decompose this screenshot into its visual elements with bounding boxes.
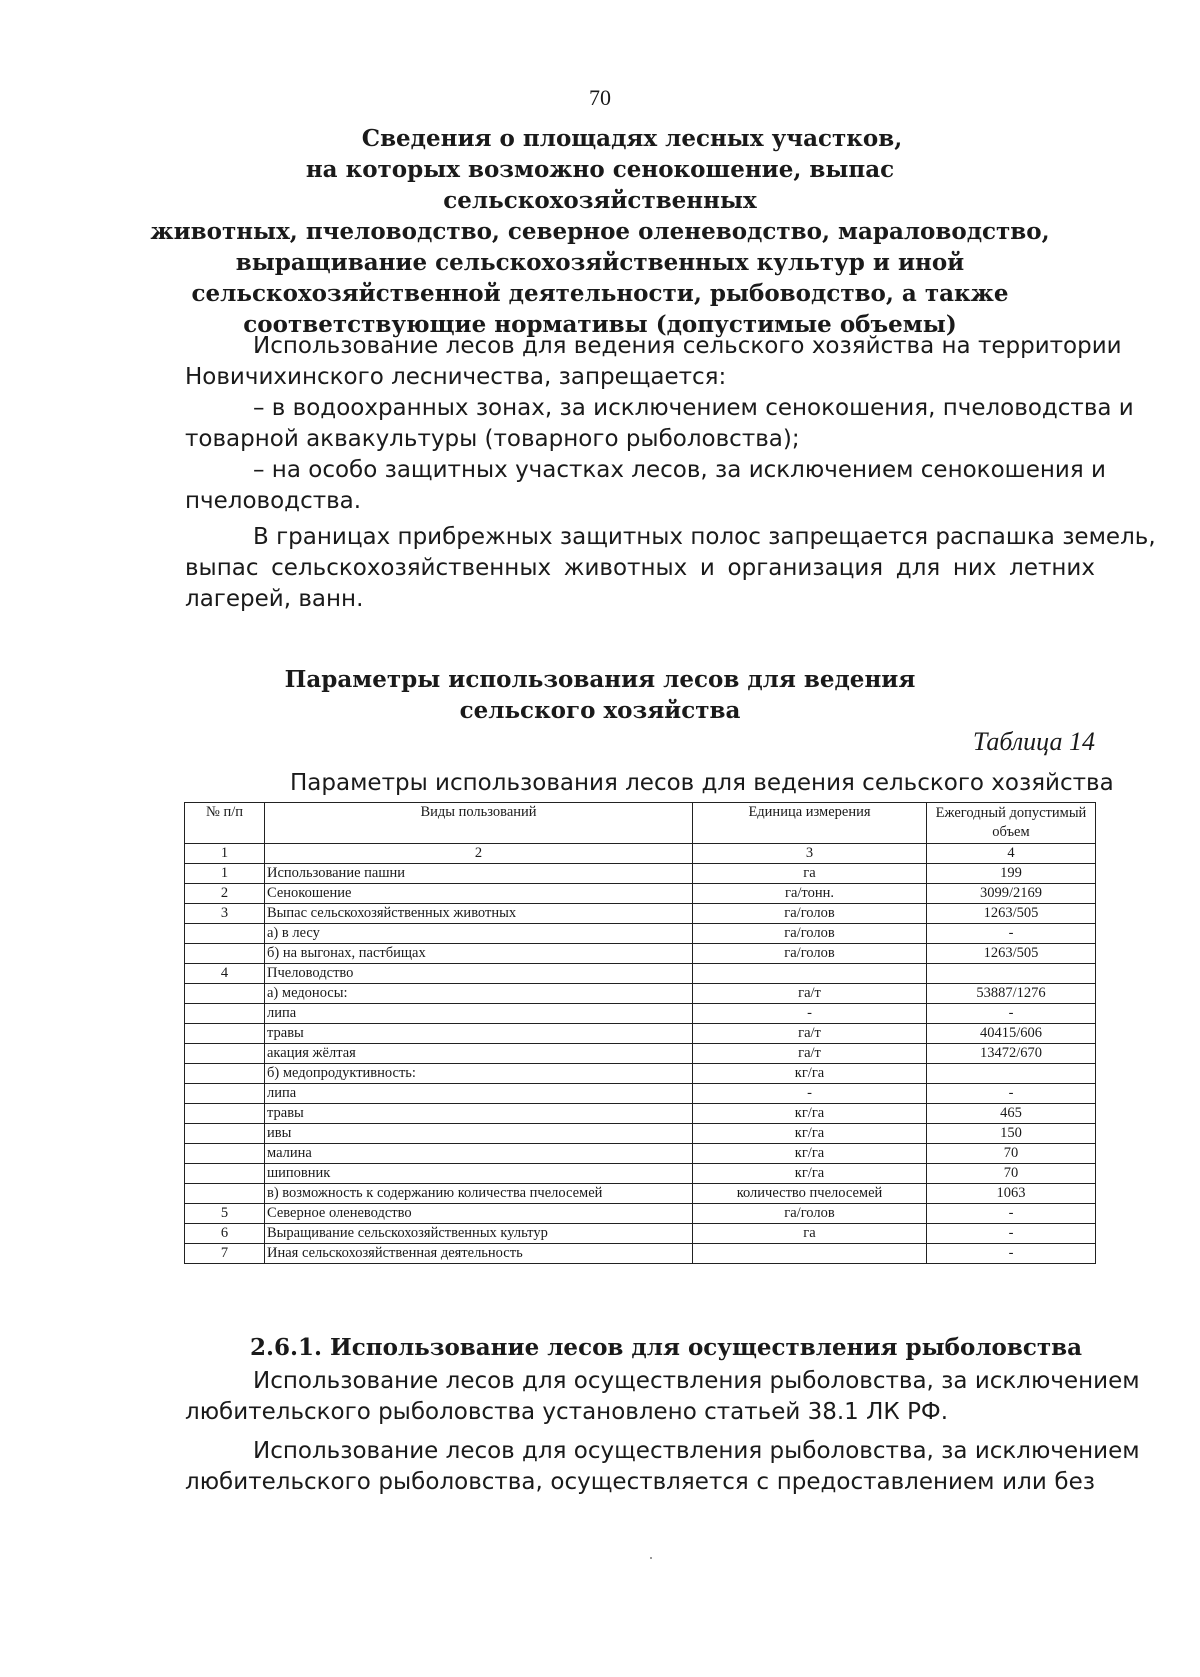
- row-volume-cell: 150: [927, 1124, 1096, 1144]
- text-line: Использование лесов для осуществления рыболовства, за исключением: [253, 1368, 1140, 1394]
- table-row: [185, 1004, 1096, 1024]
- table-row: [185, 924, 1096, 944]
- row-use-cell: в) возможность к содержанию количества пчелосемей: [265, 1184, 693, 1204]
- row-use-cell: б) медопродуктивность:: [265, 1064, 693, 1084]
- table-row: [185, 1104, 1096, 1124]
- row-unit-cell: га: [693, 864, 927, 884]
- row-number-cell: [185, 924, 265, 944]
- text-line: пчеловодства.: [185, 488, 362, 514]
- table-row: [185, 1044, 1096, 1064]
- row-volume-cell: [927, 1064, 1096, 1084]
- main-heading-line: выращивание сельскохозяйственных культур и иной: [235, 249, 965, 276]
- main-heading-line: животных, пчеловодство, северное оленеводство, мараловодство,: [150, 218, 1050, 245]
- text-line: выпас сельскохозяйственных животных и организация для них летних: [185, 555, 1095, 581]
- row-unit-cell: га/т: [693, 984, 927, 1004]
- row-volume-cell: 465: [927, 1104, 1096, 1124]
- row-use-cell: Сенокошение: [265, 884, 693, 904]
- row-number-cell: 1: [185, 864, 265, 884]
- row-use-cell: шиповник: [265, 1164, 693, 1184]
- row-number-cell: 6: [185, 1224, 265, 1244]
- row-unit-cell: га: [693, 1224, 927, 1244]
- row-volume-cell: 1063: [927, 1184, 1096, 1204]
- row-use-cell: липа: [265, 1004, 693, 1024]
- column-number-cell: 2: [265, 844, 693, 864]
- row-unit-cell: га/голов: [693, 904, 927, 924]
- table-row: [185, 1184, 1096, 1204]
- parameters-table: [184, 802, 1096, 1264]
- table-caption: Параметры использования лесов для ведения сельского хозяйства: [290, 770, 1114, 796]
- row-unit-cell: га/тонн.: [693, 884, 927, 904]
- text-line: Использование лесов для ведения сельского хозяйства на территории: [253, 333, 1122, 359]
- table-row: [185, 1124, 1096, 1144]
- text-line: любительского рыболовства установлено статьей 38.1 ЛК РФ.: [185, 1399, 949, 1425]
- row-unit-cell: -: [693, 1004, 927, 1024]
- table-row: [185, 1244, 1096, 1264]
- table-row: [185, 964, 1096, 984]
- row-unit-cell: количество пчелосемей: [693, 1184, 927, 1204]
- column-number-cell: 4: [927, 844, 1096, 864]
- scan-speck: [650, 1557, 652, 1559]
- row-use-cell: а) в лесу: [265, 924, 693, 944]
- row-unit-cell: га/т: [693, 1044, 927, 1064]
- row-use-cell: малина: [265, 1144, 693, 1164]
- row-use-cell: Использование пашни: [265, 864, 693, 884]
- row-unit-cell: кг/га: [693, 1144, 927, 1164]
- table-row: [185, 904, 1096, 924]
- closing-paragraph-article: [185, 1366, 1140, 1428]
- row-unit-cell: га/голов: [693, 944, 927, 964]
- row-use-cell: Иная сельскохозяйственная деятельность: [265, 1244, 693, 1264]
- row-number-cell: [185, 1004, 265, 1024]
- row-number-cell: 2: [185, 884, 265, 904]
- table-row: [185, 1144, 1096, 1164]
- intro-paragraph-usage: [185, 331, 1122, 393]
- row-number-cell: 5: [185, 1204, 265, 1224]
- row-number-cell: 4: [185, 964, 265, 984]
- table-row: [185, 884, 1096, 904]
- section-heading-line: Параметры использования лесов для ведения: [284, 666, 916, 693]
- row-unit-cell: [693, 1244, 927, 1264]
- row-unit-cell: кг/га: [693, 1064, 927, 1084]
- row-volume-cell: [927, 964, 1096, 984]
- row-unit-cell: -: [693, 1084, 927, 1104]
- row-volume-cell: -: [927, 1204, 1096, 1224]
- table-column-number-row: [185, 844, 1096, 864]
- row-number-cell: [185, 1044, 265, 1064]
- text-line: любительского рыболовства, осуществляется с предоставлением или без: [185, 1469, 1095, 1495]
- row-number-cell: [185, 1064, 265, 1084]
- main-heading-line: на которых возможно сенокошение, выпас сельскохозяйственных: [305, 156, 895, 214]
- main-heading: [150, 123, 1050, 340]
- row-volume-cell: 1263/505: [927, 904, 1096, 924]
- intro-paragraph-water-zones: [185, 393, 1134, 455]
- row-volume-cell: -: [927, 1004, 1096, 1024]
- row-number-cell: [185, 984, 265, 1004]
- row-volume-cell: 13472/670: [927, 1044, 1096, 1064]
- text-line: – в водоохранных зонах, за исключением сенокошения, пчеловодства и: [253, 395, 1134, 421]
- table-label: Таблица 14: [972, 727, 1095, 756]
- text-line: – на особо защитных участках лесов, за исключением сенокошения и: [253, 457, 1106, 483]
- table-row: [185, 1064, 1096, 1084]
- row-volume-cell: 40415/606: [927, 1024, 1096, 1044]
- row-volume-cell: -: [927, 1084, 1096, 1104]
- row-volume-cell: 70: [927, 1164, 1096, 1184]
- row-volume-cell: 199: [927, 864, 1096, 884]
- row-number-cell: [185, 1164, 265, 1184]
- row-volume-cell: -: [927, 924, 1096, 944]
- table-row: [185, 1024, 1096, 1044]
- column-number-cell: 1: [185, 844, 265, 864]
- row-use-cell: Выпас сельскохозяйственных животных: [265, 904, 693, 924]
- text-line: В границах прибрежных защитных полос запрещается распашка земель,: [253, 524, 1156, 550]
- header-cell-number: № п/п: [185, 803, 265, 844]
- header-cell-volume: Ежегодный допустимый объем: [927, 803, 1096, 844]
- row-volume-cell: 53887/1276: [927, 984, 1096, 1004]
- row-use-cell: липа: [265, 1084, 693, 1104]
- row-volume-cell: -: [927, 1244, 1096, 1264]
- main-heading-line: сельскохозяйственной деятельности, рыбоводство, а также: [191, 280, 1009, 307]
- table-row: [185, 984, 1096, 1004]
- intro-paragraph-coastal-strips: [185, 522, 1156, 615]
- row-unit-cell: кг/га: [693, 1124, 927, 1144]
- subsection-heading: 2.6.1. Использование лесов для осуществления рыболовства: [250, 1334, 1083, 1361]
- row-use-cell: Пчеловодство: [265, 964, 693, 984]
- row-use-cell: ивы: [265, 1124, 693, 1144]
- row-use-cell: а) медоносы:: [265, 984, 693, 1004]
- table-row: [185, 944, 1096, 964]
- row-number-cell: [185, 1084, 265, 1104]
- header-cell-use: Виды пользований: [265, 803, 693, 844]
- column-number-cell: 3: [693, 844, 927, 864]
- closing-paragraph-provision: [185, 1436, 1140, 1498]
- row-number-cell: [185, 1024, 265, 1044]
- text-line: товарной аквакультуры (товарного рыболовства);: [185, 426, 800, 452]
- row-use-cell: Северное оленеводство: [265, 1204, 693, 1224]
- text-line: Использование лесов для осуществления рыболовства, за исключением: [253, 1438, 1140, 1464]
- main-heading-line: соответствующие нормативы (допустимые объемы): [243, 311, 957, 338]
- row-volume-cell: 70: [927, 1144, 1096, 1164]
- text-line: Новичихинского лесничества, запрещается:: [185, 364, 727, 390]
- row-unit-cell: кг/га: [693, 1164, 927, 1184]
- row-use-cell: б) на выгонах, пастбищах: [265, 944, 693, 964]
- page-number: 70: [589, 85, 611, 110]
- table-row: [185, 1084, 1096, 1104]
- row-number-cell: [185, 1104, 265, 1124]
- table-row: [185, 864, 1096, 884]
- section-heading: [200, 664, 1000, 726]
- row-volume-cell: -: [927, 1224, 1096, 1244]
- row-unit-cell: га/т: [693, 1024, 927, 1044]
- row-use-cell: травы: [265, 1024, 693, 1044]
- row-number-cell: [185, 1124, 265, 1144]
- section-heading-line: сельского хозяйства: [459, 697, 741, 724]
- row-volume-cell: 3099/2169: [927, 884, 1096, 904]
- row-number-cell: 3: [185, 904, 265, 924]
- main-heading-line: Сведения о площадях лесных участков,: [361, 125, 903, 152]
- row-number-cell: [185, 944, 265, 964]
- intro-paragraph-protected-areas: [185, 455, 1106, 517]
- row-unit-cell: кг/га: [693, 1104, 927, 1124]
- row-volume-cell: 1263/505: [927, 944, 1096, 964]
- table-row: [185, 1204, 1096, 1224]
- row-use-cell: Выращивание сельскохозяйственных культур: [265, 1224, 693, 1244]
- row-unit-cell: [693, 964, 927, 984]
- row-number-cell: [185, 1184, 265, 1204]
- table-body: [185, 864, 1096, 1264]
- row-unit-cell: га/голов: [693, 1204, 927, 1224]
- row-use-cell: акация жёлтая: [265, 1044, 693, 1064]
- row-unit-cell: га/голов: [693, 924, 927, 944]
- table-header-row: [185, 803, 1096, 844]
- row-number-cell: [185, 1144, 265, 1164]
- text-line: лагерей, ванн.: [185, 586, 364, 612]
- table-row: [185, 1224, 1096, 1244]
- row-use-cell: травы: [265, 1104, 693, 1124]
- header-cell-unit: Единица измерения: [693, 803, 927, 844]
- row-number-cell: 7: [185, 1244, 265, 1264]
- table-row: [185, 1164, 1096, 1184]
